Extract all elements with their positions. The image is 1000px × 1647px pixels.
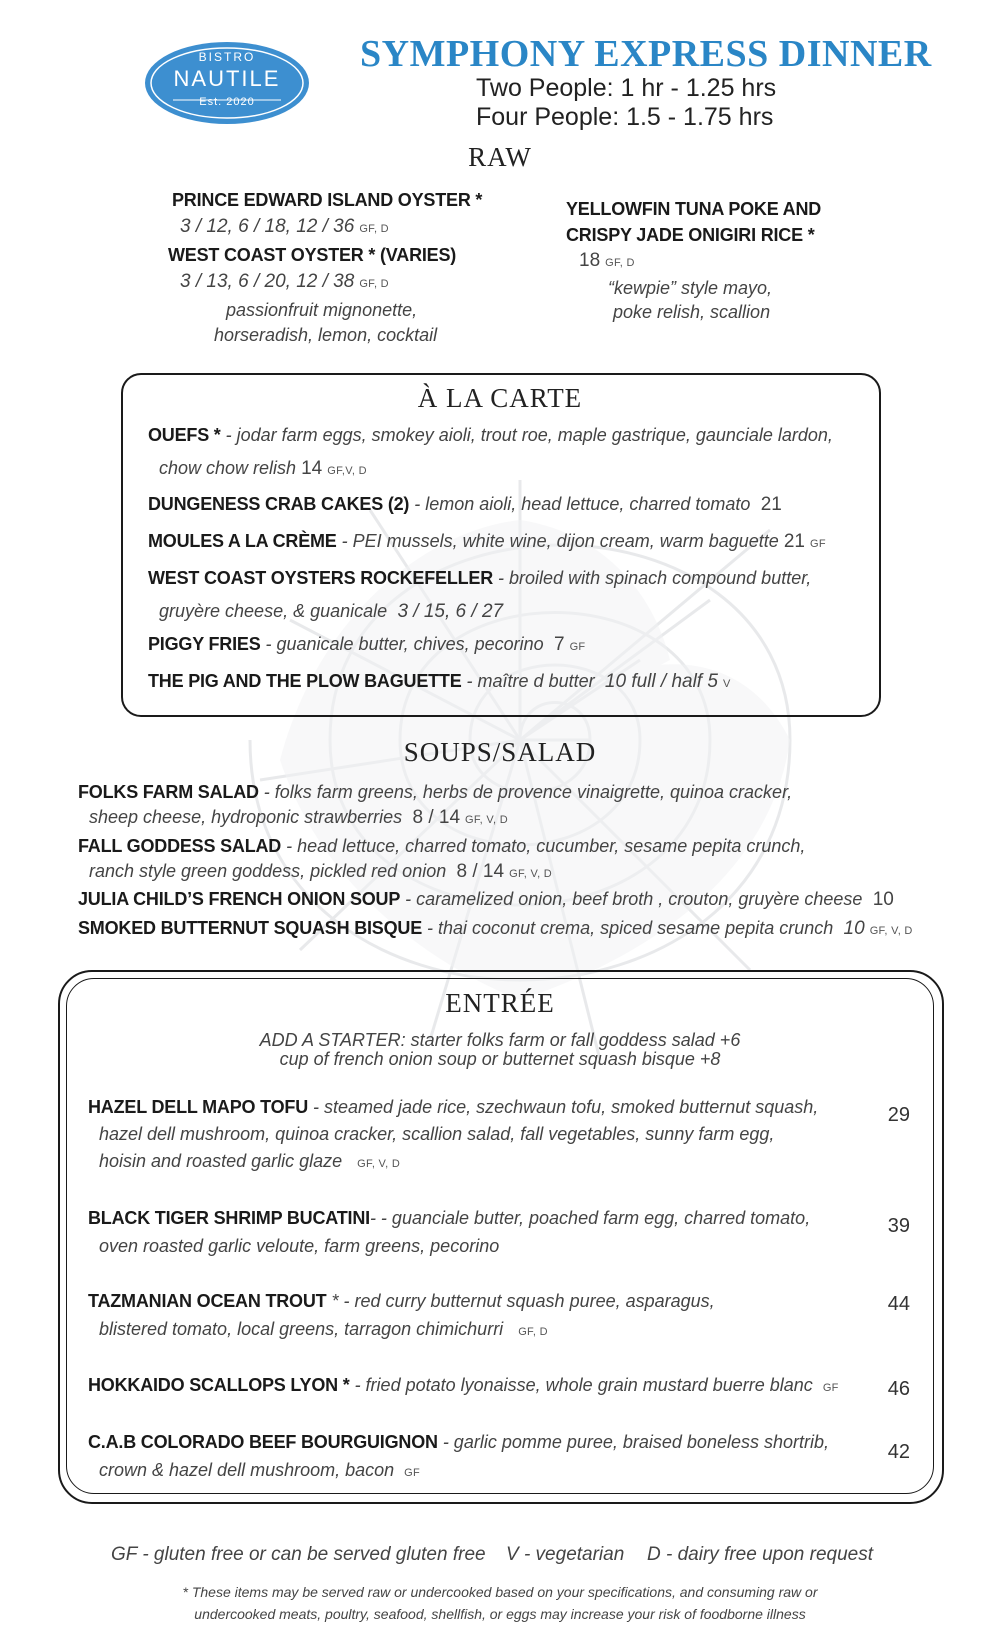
logo-est-text: Est. 2020 [199,96,255,108]
carte-item-rockefeller: WEST COAST OYSTERS ROCKEFELLER - broiled with spinach compound butter, [148,568,812,588]
raw-disclaimer-line-2: undercooked meats, poultry, seafood, shellfish, or eggs may increase your risk of foodborne illness [194,1606,806,1622]
soup-item-french-onion: JULIA CHILD’S FRENCH ONION SOUP - caramelized onion, beef broth , crouton, gruyère cheese 10 [78,889,894,910]
raw-tuna-name-1: YELLOWFIN TUNA POKE AND [566,199,822,219]
entree-addon-line-2: cup of french onion soup or butternet squash bisque +8 [279,1049,721,1069]
entree-item-hokkaido-scallops: HOKKAIDO SCALLOPS LYON * - fried potato lyonaisse, whole grain mustard buerre blanc GF [88,1375,839,1395]
raw-tuna-desc-2: poke relish, scallion [613,302,771,322]
soup-item-fall-goddess-salad: FALL GODDESS SALAD - head lettuce, charred tomato, cucumber, sesame pepita crunch, [78,836,806,856]
raw-tuna-price: 18 GF, D [579,250,635,271]
carte-item-ouefs: OUEFS * - jodar farm eggs, smokey aioli, trout roe, maple gastrique, gaunciale lardon, [148,425,833,445]
entree-price-beef-bourguignon: 42 [887,1441,910,1463]
carte-item-rockefeller-line2: gruyère cheese, & guanicale 3 / 15, 6 / 27 [159,601,504,622]
logo-bistro-text: BISTRO [198,50,256,64]
entree-price-hokkaido-scallops: 46 [887,1378,910,1400]
raw-pei-oyster-name: PRINCE EDWARD ISLAND OYSTER * [172,190,483,210]
entree-price-ocean-trout: 44 [887,1293,910,1315]
raw-west-oyster-prices: 3 / 13, 6 / 20, 12 / 38 GF, D [180,271,389,292]
raw-pei-oyster-prices: 3 / 12, 6 / 18, 12 / 36 GF, D [180,216,389,237]
raw-heading: RAW [468,142,532,172]
legend-gluten-free: GF - gluten free or can be served gluten free [111,1544,486,1565]
duration-two-people: Two People: 1 hr - 1.25 hrs [476,74,777,102]
entree-heading: ENTRÉE [445,988,555,1018]
carte-item-ouefs-line2: chow chow relish 14 GF,V, D [159,458,367,479]
raw-oyster-desc-1: passionfruit mignonette, [226,300,418,320]
logo-name-text: NAUTILE [173,66,281,91]
carte-item-piggy-fries: PIGGY FRIES - guanicale butter, chives, pecorino 7 GF [148,634,586,655]
entree-item-mapo-tofu-line2: hazel dell mushroom, quinoa cracker, scallion salad, fall vegetables, sunny farm egg, [99,1124,775,1144]
entree-item-shrimp-bucatini: BLACK TIGER SHRIMP BUCATINI- - guanciale butter, poached farm egg, charred tomato, [88,1208,811,1228]
legend-dairy-free: D - dairy free upon request [647,1544,874,1565]
legend-vegetarian: V - vegetarian [506,1544,625,1565]
bistro-nautile-logo [143,40,311,126]
duration-four-people: Four People: 1.5 - 1.75 hrs [476,103,774,131]
raw-west-oyster-name: WEST COAST OYSTER * (VARIES) [168,245,457,265]
entree-item-ocean-trout: TAZMANIAN OCEAN TROUT * - red curry butternut squash puree, asparagus, [88,1291,715,1311]
soup-item-folks-farm-salad: FOLKS FARM SALAD - folks farm greens, herbs de provence vinaigrette, quinoa cracker, [78,782,793,802]
carte-item-moules: MOULES A LA CRÈME - PEI mussels, white wine, dijon cream, warm baguette 21 GF [148,531,826,552]
a-la-carte-heading: À LA CARTE [417,383,583,413]
entree-item-shrimp-bucatini-line2: oven roasted garlic veloute, farm greens, pecorino [99,1236,500,1256]
entree-item-beef-bourguignon: C.A.B COLORADO BEEF BOURGUIGNON - garlic pomme puree, braised boneless shortrib, [88,1432,829,1452]
entree-addon-line-1: ADD A STARTER: starter folks farm or fall goddess salad +6 [259,1030,741,1050]
soup-item-fall-goddess-salad-line2: ranch style green goddess, pickled red onion 8 / 14 GF, V, D [89,861,553,882]
soups-salad-heading: SOUPS/SALAD [403,737,597,767]
entree-item-beef-bourguignon-line2: crown & hazel dell mushroom, bacon GF [99,1460,421,1480]
raw-disclaimer-line-1: * These items may be served raw or undercooked based on your specifications, and consuming raw or [182,1584,818,1600]
entree-price-mapo-tofu: 29 [887,1104,910,1126]
carte-item-crab-cakes: DUNGENESS CRAB CAKES (2) - lemon aioli, head lettuce, charred tomato 21 [148,494,782,515]
entree-item-mapo-tofu: HAZEL DELL MAPO TOFU - steamed jade rice, szechwaun tofu, smoked butternut squash, [88,1097,819,1117]
raw-tuna-desc-1: “kewpie” style mayo, [608,278,773,298]
soup-item-folks-farm-salad-line2: sheep cheese, hydroponic strawberries 8 / 14 GF, V, D [89,807,508,828]
soup-item-squash-bisque: SMOKED BUTTERNUT SQUASH BISQUE - thai coconut crema, spiced sesame pepita crunch 10 GF, V, D [78,918,913,939]
entree-price-shrimp-bucatini: 39 [887,1215,910,1237]
entree-item-mapo-tofu-line3: hoisin and roasted garlic glaze GF, V, D [99,1151,401,1171]
carte-item-baguette: THE PIG AND THE PLOW BAGUETTE - maître d butter 10 full / half 5 V [148,671,731,692]
menu-title: SYMPHONY EXPRESS DINNER [360,33,932,75]
raw-oyster-desc-2: horseradish, lemon, cocktail [214,325,438,345]
raw-tuna-name-2: CRISPY JADE ONIGIRI RICE * [566,225,815,245]
entree-item-ocean-trout-line2: blistered tomato, local greens, tarragon chimichurri GF, D [99,1319,548,1339]
